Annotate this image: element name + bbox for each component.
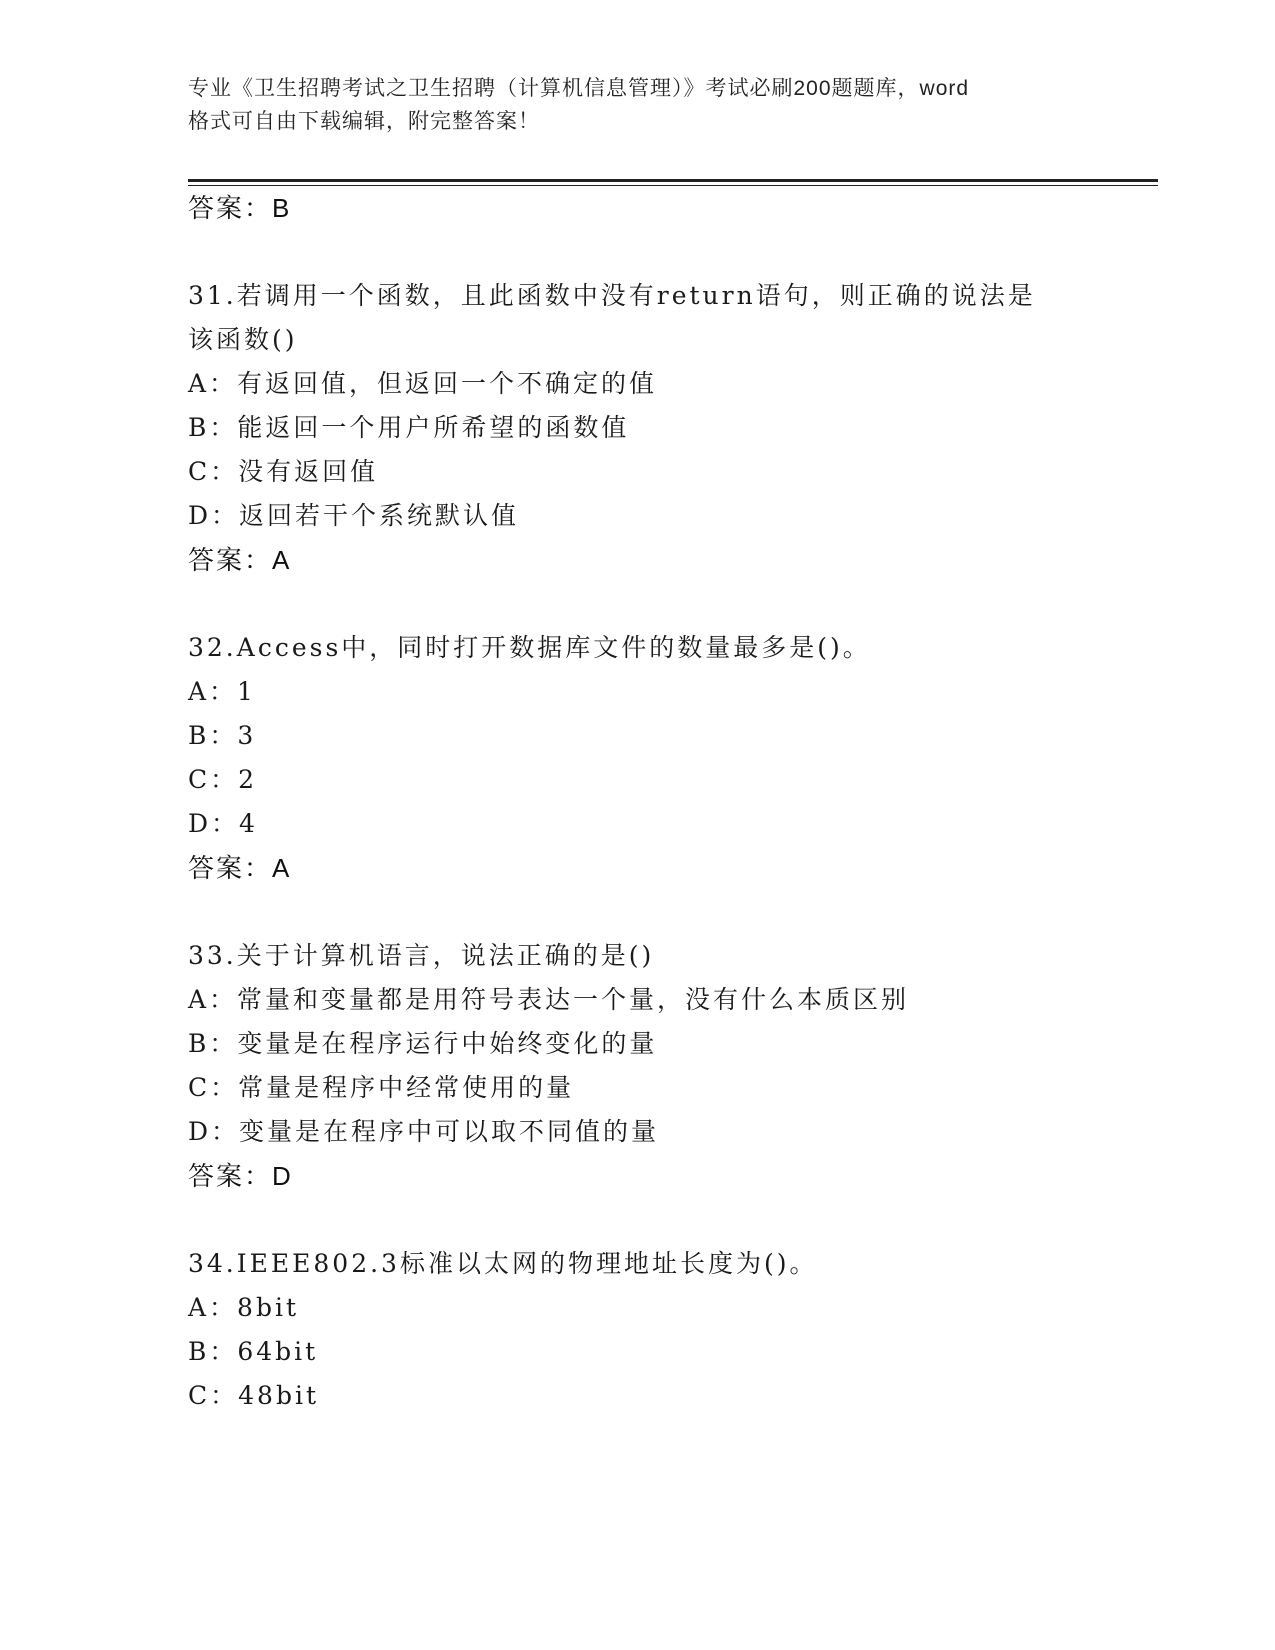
option-b: B：3 xyxy=(188,721,257,750)
option-c: C：2 xyxy=(188,765,258,794)
header-line-1: 专业《卫生招聘考试之卫生招聘（计算机信息管理）》考试必刷200题题库，word xyxy=(188,77,970,100)
option-a: A：常量和变量都是用符号表达一个量，没有什么本质区别 xyxy=(188,985,910,1014)
header-rule-thick xyxy=(188,179,1158,182)
question-stem: 33.关于计算机语言，说法正确的是() xyxy=(188,941,655,970)
option-b: B：变量是在程序运行中始终变化的量 xyxy=(188,1029,658,1058)
answer-prev: 答案：B xyxy=(188,193,292,223)
option-b: B：能返回一个用户所希望的函数值 xyxy=(188,413,630,442)
question-stem: 32.Access中，同时打开数据库文件的数量最多是()。 xyxy=(188,633,871,662)
document-header xyxy=(188,72,1088,138)
answer: 答案：D xyxy=(188,1161,293,1191)
option-c: C：48bit xyxy=(188,1381,319,1410)
question-stem: 31.若调用一个函数，且此函数中没有return语句，则正确的说法是 xyxy=(188,281,1036,310)
option-c: C：常量是程序中经常使用的量 xyxy=(188,1073,575,1102)
option-d: D：返回若干个系统默认值 xyxy=(188,501,520,530)
question-stem-cont: 该函数() xyxy=(188,325,298,354)
option-b: B：64bit xyxy=(188,1337,319,1366)
answer: 答案：A xyxy=(188,545,292,575)
question-stem: 34.IEEE802.3标准以太网的物理地址长度为()。 xyxy=(188,1249,818,1278)
option-a: A：8bit xyxy=(188,1293,300,1322)
option-a: A：1 xyxy=(188,677,256,706)
option-d: D：4 xyxy=(188,809,258,838)
option-d: D：变量是在程序中可以取不同值的量 xyxy=(188,1117,660,1146)
header-line-2: 格式可自由下载编辑，附完整答案！ xyxy=(188,110,540,133)
option-a: A：有返回值，但返回一个不确定的值 xyxy=(188,369,658,398)
header-rule-thin xyxy=(188,185,1158,186)
option-c: C：没有返回值 xyxy=(188,457,379,486)
answer: 答案：A xyxy=(188,853,292,883)
